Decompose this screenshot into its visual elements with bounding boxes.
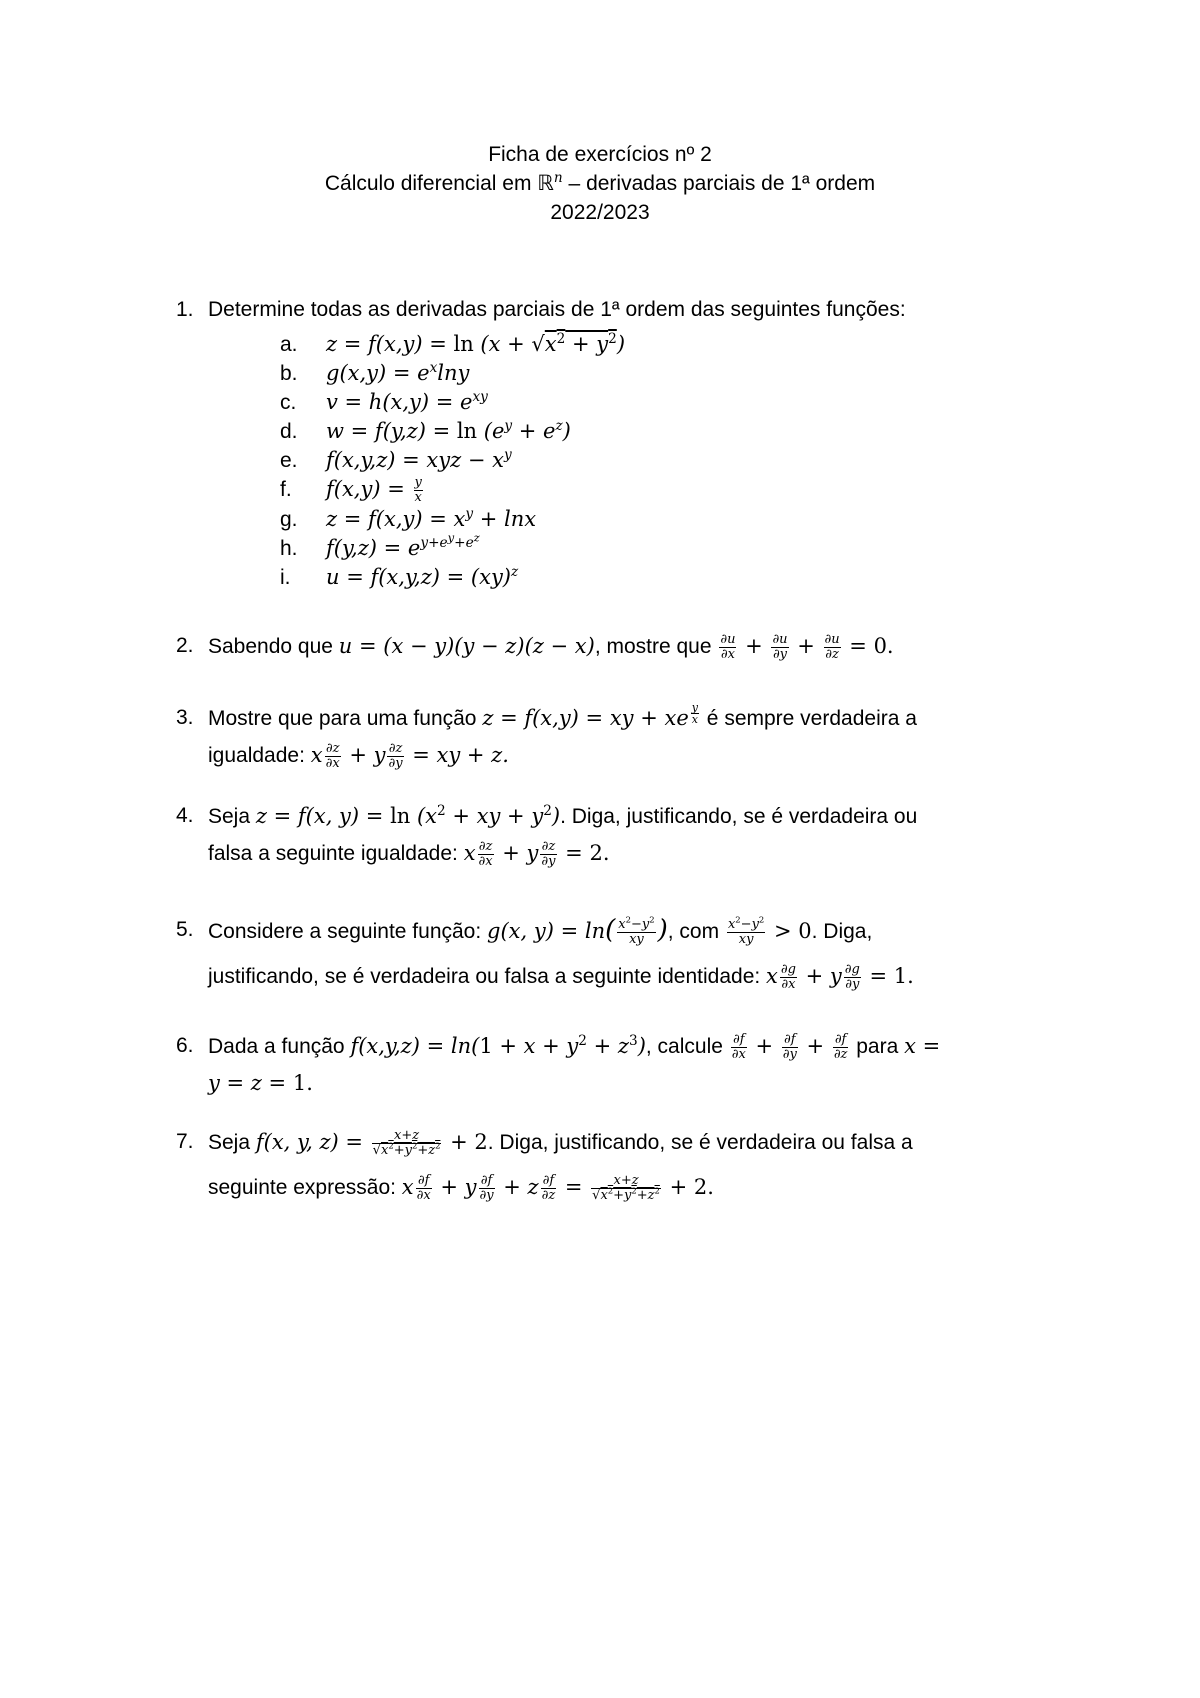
list-item: i. u = f(x,y,z) = (xy)$^z$ [280, 564, 519, 589]
question-3: 3. Mostre que para uma função z = f(x,y) = xy + xe $^{\frac{y}{x}}$ é sempre verdadeira a igualdade: x $\frac{\partial z}{\partial x}$ + y $\frac{\partial z}{\partial y}$ = xy + z. [176, 701, 917, 771]
sheet-subtitle: Cálculo diferencial em ℝ$^n$ – derivadas parciais de 1ª ordem [324, 170, 876, 195]
question-1-items [280, 330, 980, 592]
list-item: f. f(x,y) = $\frac{y}{x}$ [280, 475, 422, 505]
question-6: 6. Dada a função $f(x,y,z) = \ln(1 + x + y^2 + z^3)$, calcule $\frac{\partial f}{\partial x}$ + $\frac{\partial f}{\partial y}$ + $\frac{\partial f}{\partial z}$ para x = y = z = 1. [176, 1032, 941, 1095]
list-item: h. $f(y,z) = e^{y+e^y+e^z}$ [280, 530, 480, 560]
question-4: 4. Seja z = f(x, $y) = \ln (x^2$ + xy + $y^2$). Diga, justificando, se é verdadeira ou falsa a seguinte igualdade: x $\frac{\partial z}{\partial x}$ + y $\frac{\partial z}{\partial y}$ = 2. [176, 803, 918, 869]
question-1-text: Determine todas as derivadas parciais de 1ª ordem das seguintes funções: [208, 298, 906, 321]
list-item: e. f(x,y,z) = xyz − $x^y$ [280, 447, 512, 472]
list-item: g. $z = f(x,y) = x^y + \ln x$ [280, 506, 537, 531]
list-item: b. $g(x,y) = e^x\ln y$ [280, 360, 470, 385]
question-1: 1. Determine todas as derivadas parciais de 1ª ordem das seguintes funções: [176, 298, 906, 321]
list-item: c. $v = h(x,y) = e^{xy}$ [280, 389, 488, 414]
question-7: 7. Seja f(x, y, z) = $\frac{x+z}{√x^2+y^2+z^2}$ + 2. Diga, justificando, se é verdadeira ou falsa a seguinte expressão: x $\frac{\partial f}{\partial x}$ + y $\frac{\partial f}{\partial y}$ + z $\frac{\partial f}{\partial z}$ = $\frac{x+z}{√x^2+y^2+z^2}$ + 2. [176, 1128, 913, 1203]
sheet-title: Ficha de exercícios nº 2 [488, 143, 712, 166]
document-header [0, 140, 1200, 227]
question-2: 2. Sabendo que u = (x − y)(y − z)(z − x), mostre que $\frac{\partial u}{\partial x}$ + $\frac{\partial u}{\partial y}$ + $\frac{\partial u}{\partial z}$ = 0. [176, 632, 894, 662]
list-item: a. $z = f(x,y) = \ln (x + √x^2 + y^2)$ [280, 331, 626, 356]
question-5: 5. Considere a seguinte função: g(x, y) = ln( $\frac{x^2-y^2}{xy}$ ), com $\frac{x^2-y^2}{xy}$ > 0. Diga, justificando, se é verdadeira ou falsa a seguinte identidade: x $\frac{\partial g}{\partial x}$ + y $\frac{\partial g}{\partial y}$ = 1. [176, 914, 914, 992]
list-item: d. $w = f(y,z) = \ln (e^y + e^z)$ [280, 418, 571, 443]
school-year: 2022/2023 [550, 201, 650, 224]
